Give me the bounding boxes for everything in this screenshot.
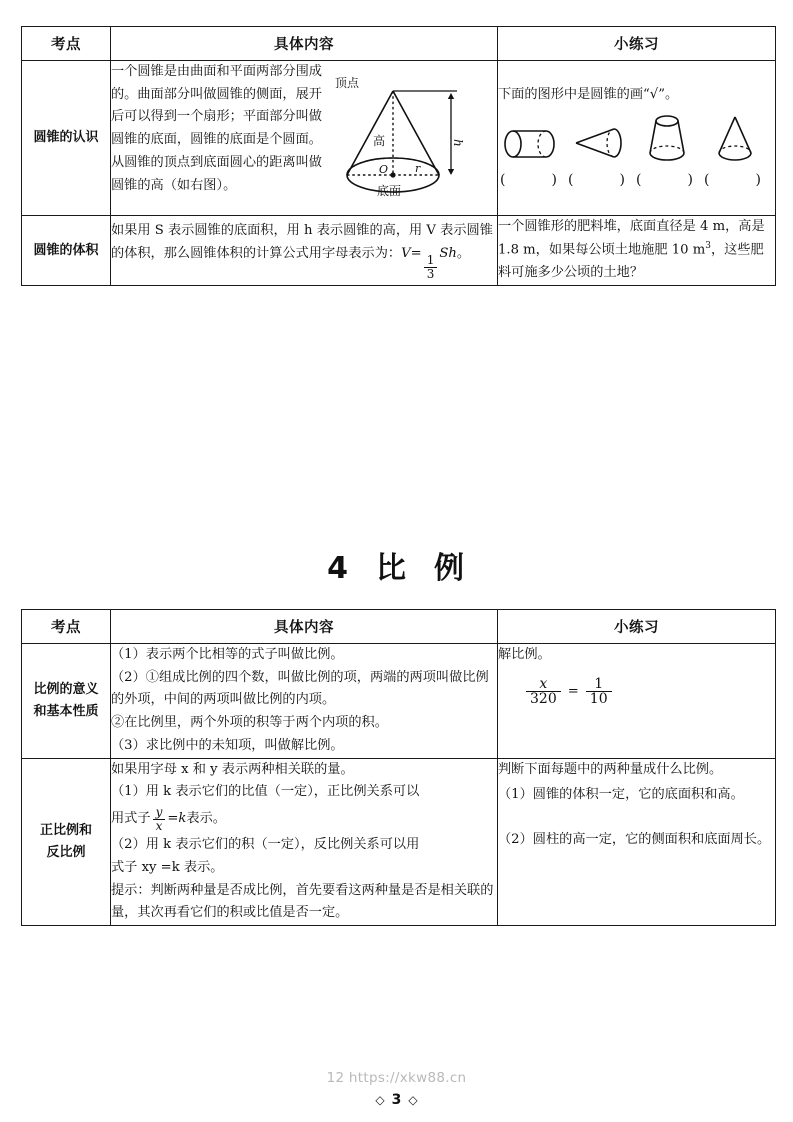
answer-blank[interactable]: ( ) [704,172,767,189]
shape-frustum [636,113,698,163]
exercise-fertilizer-problem [498,216,776,286]
table-row [22,644,776,759]
proportion-point-3: （3）求比例中的未知项，叫做解比例。 [111,737,344,753]
exercise-solve-proportion [498,644,776,759]
header-content: 具体内容 [111,610,498,644]
equation-equals: = [567,683,579,699]
formula-prefix: 用式子 [111,810,151,826]
exercise-judge-proportion [498,758,776,925]
formula-fraction [424,254,438,280]
table-header-row [22,27,776,61]
exercise-prompt: 判断下面每题中的两种量成什么比例。 [498,761,723,777]
cone-center-label: O [379,163,389,176]
knowledge-table-proportion [21,609,776,926]
shape-cone-sideways [568,121,630,163]
proportion-item-2-formula: 式子 xy =k 表示。 [111,859,224,875]
header-exercise: 小练习 [498,610,776,644]
exercise-text-tail: ，这些肥料可施多少公顷的土地？ [498,242,764,280]
table-row [22,758,776,925]
exercise-identify-cone [498,61,776,216]
fraction-numerator: y [155,804,163,819]
fraction-denominator: 3 [424,267,438,281]
section-title-char-1: 比 [375,551,408,586]
table-row [22,61,776,216]
exercise-item-2: （2）圆柱的高一定，它的侧面积和底面周长。 [498,831,771,847]
row-label-cone-recognition: 圆锥的认识 [22,61,111,216]
formula-eq: = [410,245,422,261]
exercise-answer-blanks [498,168,775,192]
formula-lhs: V [401,245,411,261]
answer-blank[interactable]: ( ) [636,172,699,189]
cone-volume-prefix: 如果用 S 表示圆锥的底面积，用 h 表示圆锥的高，用 V 表示圆锥的体积，那么圆锥体积的计算公式用字母表示为： [111,223,493,261]
proportion-item-1 [111,781,497,804]
formula-period: 。 [456,245,471,261]
exercise-prompt: 下面的图形中是圆锥的画“√”。 [498,86,679,102]
exercise-text-head: 一个圆锥形的肥料堆，底面直径是 4 m，高是 1.8 m，如果每公顷土地施肥 10 m [498,219,765,258]
header-content: 具体内容 [111,27,498,61]
cone-base-label: 底面 [377,184,402,198]
proportion-point-2b: ②在比例里，两个外项的积等于两个内项的积。 [111,715,388,731]
row-label-line: 反比例 [46,844,86,860]
header-exam-point: 考点 [22,610,111,644]
row-label-cone-volume: 圆锥的体积 [22,216,111,286]
cone-apex-label: 顶点 [335,76,360,90]
fraction-numerator: 1 [426,253,435,268]
formula-fraction [153,806,166,832]
proportion-point-1: （1）表示两个比相等的式子叫做比例。 [111,647,344,662]
fraction-numerator: 1 [594,675,604,692]
cone-height-label: 高 [373,134,386,148]
header-exercise: 小练习 [498,27,776,61]
exercise-equation [498,677,775,707]
proportion-lead: 如果用字母 x 和 y 表示两种相关联的量。 [111,761,354,777]
answer-blank[interactable]: ( ) [568,172,631,189]
cone-diagram-svg [333,67,465,215]
table-header-row [22,610,776,644]
exercise-prompt: 解比例。 [498,647,551,662]
cone-volume-text [111,220,497,280]
fraction-denominator: 320 [526,691,561,707]
exercise-text [498,216,775,285]
diamond-left-icon: ◇ [375,1093,385,1107]
exercise-shapes [498,113,775,163]
shape-cylinder-horizontal [500,121,562,163]
cone-radius-label: r [415,162,421,175]
cone-h-label: h [451,139,465,147]
knowledge-table-cone [21,26,776,286]
row-label-line: 正比例和 [39,823,92,839]
exercise-item-1: （1）圆锥的体积一定，它的底面积和高。 [498,787,744,803]
content-proportion-meaning [111,644,498,759]
cone-diagram [333,67,465,215]
row-label-line: 比例的意义 [33,682,99,698]
row-label-proportion-meaning [22,644,111,759]
exercise-text-superscript: 3 [705,240,711,251]
row-label-direct-inverse-proportion [22,758,111,925]
header-exam-point: 考点 [22,27,111,61]
row-label-line: 和基本性质 [33,703,99,719]
section-heading [0,543,793,587]
equation-right-fraction [586,677,612,707]
fraction-denominator: x [153,819,166,833]
proportion-item-1-text: （1）用 k 表示它们的比值（一定），正比例关系可以 [111,784,420,800]
formula-rhs: Sh [439,245,457,261]
table-row [22,216,776,286]
content-cone-volume [111,216,498,286]
formula-suffix: 表示。 [186,810,226,826]
shape-cone-upright [704,113,766,163]
fraction-numerator: x [539,675,548,692]
answer-blank[interactable]: ( ) [500,172,563,189]
page-number: 3 [391,1092,402,1108]
proportion-item-1-formula [111,806,497,832]
section-number: 4 [327,551,350,586]
equation-left-fraction [526,677,561,707]
fraction-denominator: 10 [586,691,612,707]
proportion-item-2: （2）用 k 表示它们的积（一定），反比例关系可以用 [111,837,420,853]
proportion-tip: 提示：判断两种量是否成比例，首先要看这两种量是否是相关联的量，其次再看它们的积或比值是否一定。 [111,882,494,921]
content-direct-inverse-proportion [111,758,498,925]
cone-definition-text: 一个圆锥是由曲面和平面两部分围成的。曲面部分叫做圆锥的侧面，展开后可以得到一个扇形；平面部分叫做圆锥的底面，圆锥的底面是个圆面。从圆锥的顶点到底面圆心的距离叫做圆锥的高（如右图）。 [111,64,322,193]
section-title-char-2: 例 [433,551,466,586]
watermark: 12 https://xkw88.cn [326,1070,467,1086]
content-cone-recognition [111,61,498,216]
formula-equals-k: =k [167,810,187,826]
proportion-point-2: （2）①组成比例的四个数，叫做比例的项，两端的两项叫做比例的外项，中间的两项叫做比例的内项。 [111,669,489,708]
page-number-row [0,1092,793,1108]
diamond-right-icon: ◇ [408,1093,418,1107]
